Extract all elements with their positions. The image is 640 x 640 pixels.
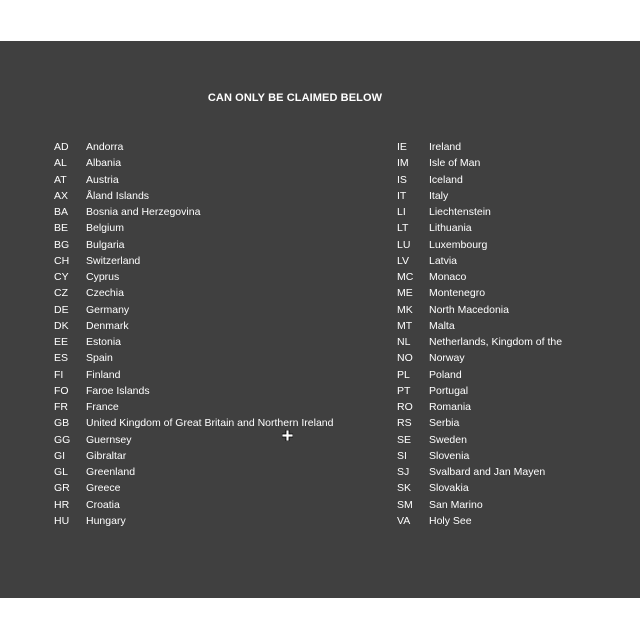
country-row (54, 399, 374, 415)
country-name: Czechia (86, 287, 124, 300)
country-code: SE (397, 433, 412, 446)
country-row (397, 350, 627, 366)
country-code: GG (54, 433, 71, 446)
country-code: EE (54, 336, 69, 348)
country-name: Cyprus (86, 271, 120, 283)
country-row (397, 285, 627, 301)
country-row (54, 269, 374, 285)
country-code: HU (54, 514, 70, 527)
country-code: IT (397, 189, 407, 202)
country-code: DE (54, 303, 69, 316)
country-row (397, 383, 627, 399)
country-code: ES (54, 352, 69, 365)
country-name: Austria (86, 173, 119, 186)
country-name: Poland (429, 368, 462, 381)
country-row (397, 399, 627, 415)
country-name: Romania (429, 401, 472, 413)
country-code: RO (397, 401, 413, 413)
country-row (397, 302, 627, 318)
country-row (54, 204, 374, 220)
panel-heading: CAN ONLY BE CLAIMED BELOW (207, 92, 383, 104)
country-code: PT (397, 384, 411, 397)
country-code: MT (397, 319, 413, 332)
country-code: HR (54, 498, 70, 511)
country-name: Netherlands, Kingdom of the (429, 336, 563, 348)
country-row (54, 188, 374, 204)
country-name: Croatia (86, 498, 120, 511)
country-row (54, 432, 374, 448)
country-row (54, 367, 374, 383)
country-row (397, 367, 627, 383)
country-code: AL (54, 157, 67, 170)
country-row (397, 172, 627, 188)
country-row (397, 253, 627, 269)
country-name: Bulgaria (86, 238, 125, 251)
country-name: Estonia (86, 336, 122, 348)
country-row (397, 334, 627, 350)
country-code: IS (397, 173, 407, 186)
country-code: SM (397, 498, 413, 511)
country-row (54, 302, 374, 318)
country-code: RS (397, 417, 412, 430)
country-row (397, 415, 627, 431)
country-row (397, 513, 627, 529)
country-name: Bosnia and Herzegovina (86, 206, 201, 218)
country-name: Svalbard and Jan Mayen (429, 466, 546, 478)
country-list-panel (0, 41, 640, 598)
country-name: Montenegro (429, 287, 486, 300)
country-name: Greece (86, 482, 121, 495)
country-code: GR (54, 482, 70, 495)
country-name: Liechtenstein (429, 206, 491, 218)
country-row (54, 237, 374, 253)
country-row (397, 269, 627, 285)
country-name: Greenland (86, 466, 136, 478)
country-code: GI (54, 449, 66, 462)
country-name: Latvia (429, 254, 458, 267)
country-code: LT (397, 222, 409, 235)
country-row (397, 432, 627, 448)
country-name: Germany (86, 303, 130, 316)
country-row (397, 448, 627, 464)
country-name: San Marino (429, 498, 483, 511)
country-row (54, 415, 374, 431)
country-code: LU (397, 238, 411, 251)
country-name: Denmark (86, 319, 129, 332)
country-code: MC (397, 271, 414, 283)
country-row (54, 464, 374, 480)
country-code: GL (54, 466, 69, 478)
country-row (397, 139, 627, 155)
country-row (397, 188, 627, 204)
country-code: CH (54, 254, 70, 267)
country-row (54, 513, 374, 529)
country-list-right (397, 139, 627, 529)
country-code: SI (397, 449, 407, 462)
country-name: Slovakia (429, 482, 469, 495)
country-code: FO (54, 384, 69, 397)
country-code: CY (54, 271, 69, 283)
country-row (397, 497, 627, 513)
country-name: Hungary (86, 514, 126, 527)
country-name: Albania (86, 157, 122, 170)
country-code: IE (397, 141, 407, 153)
country-code: LV (397, 254, 410, 267)
country-name: Malta (429, 319, 455, 332)
country-name: Ireland (429, 141, 462, 153)
country-row (54, 172, 374, 188)
country-row (397, 464, 627, 480)
country-name: Switzerland (86, 254, 141, 267)
country-row (54, 480, 374, 496)
country-name: North Macedonia (429, 303, 509, 316)
country-code: NO (397, 352, 413, 365)
country-name: Portugal (429, 384, 469, 397)
country-row (397, 480, 627, 496)
country-name: Sweden (429, 433, 467, 446)
country-name: Luxembourg (429, 238, 488, 251)
country-code: DK (54, 319, 69, 332)
country-code: AD (54, 141, 69, 153)
country-code: BA (54, 206, 69, 218)
country-code: AT (54, 173, 67, 186)
country-row (397, 220, 627, 236)
country-name: Faroe Islands (86, 384, 150, 397)
country-name: Guernsey (86, 433, 132, 446)
country-name: United Kingdom of Great Britain and Northern Ireland (86, 417, 334, 430)
country-name: Spain (86, 352, 113, 365)
country-name: Iceland (429, 173, 463, 186)
country-code: ME (397, 287, 413, 300)
move-cursor-icon (282, 430, 293, 441)
country-list-left (54, 139, 374, 529)
country-row (397, 155, 627, 171)
country-code: BE (54, 222, 69, 235)
country-code: SJ (397, 466, 410, 478)
country-row (54, 220, 374, 236)
country-name: Monaco (429, 271, 467, 283)
country-row (54, 350, 374, 366)
country-code: FR (54, 401, 68, 413)
country-name: Andorra (86, 141, 124, 153)
country-row (54, 318, 374, 334)
country-name: Norway (429, 352, 465, 365)
country-name: Åland Islands (86, 189, 150, 202)
country-row (54, 334, 374, 350)
country-row (54, 383, 374, 399)
country-code: CZ (54, 287, 68, 300)
country-row (54, 448, 374, 464)
country-row (54, 139, 374, 155)
country-name: Belgium (86, 222, 124, 235)
country-name: Holy See (429, 514, 472, 527)
country-name: Italy (429, 189, 449, 202)
country-name: Isle of Man (429, 157, 481, 170)
country-row (397, 237, 627, 253)
country-code: LI (397, 206, 406, 218)
country-row (54, 155, 374, 171)
country-name: Finland (86, 368, 121, 381)
country-row (397, 204, 627, 220)
country-name: Serbia (429, 417, 460, 430)
country-code: GB (54, 417, 70, 430)
country-code: IM (397, 157, 409, 170)
country-row (397, 318, 627, 334)
country-name: Gibraltar (86, 449, 127, 462)
country-code: FI (54, 368, 64, 381)
country-code: VA (397, 514, 411, 527)
country-row (54, 497, 374, 513)
country-row (54, 253, 374, 269)
country-name: Slovenia (429, 449, 470, 462)
country-name: France (86, 401, 119, 413)
country-code: SK (397, 482, 412, 495)
country-code: MK (397, 303, 413, 316)
country-code: NL (397, 336, 411, 348)
country-row (54, 285, 374, 301)
country-code: AX (54, 189, 69, 202)
country-name: Lithuania (429, 222, 472, 235)
country-code: PL (397, 368, 410, 381)
country-code: BG (54, 238, 70, 251)
